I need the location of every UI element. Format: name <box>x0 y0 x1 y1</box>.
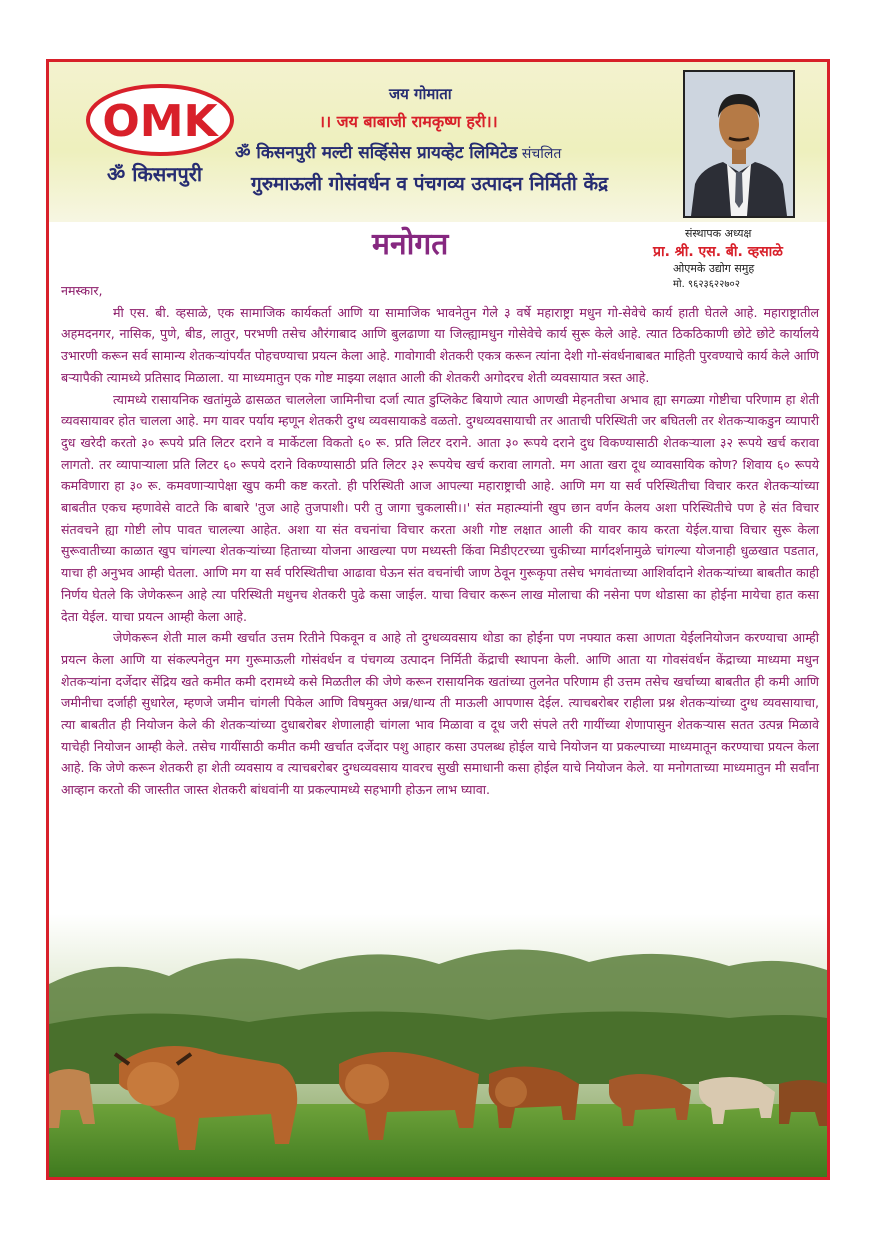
founder-designation: संस्थापक अध्यक्ष <box>685 227 752 240</box>
founder-org: ओएमके उद्योग समुह <box>673 262 755 275</box>
logo-place-name: ॐ किसनपुरी <box>107 162 203 186</box>
greeting: नमस्कार, <box>61 283 103 298</box>
founder-mobile: मो. ९६२३६२२७०२ <box>673 279 740 290</box>
person-portrait-icon <box>685 72 793 216</box>
paragraph-1: मी एस. बी. व्हसाळे, एक सामाजिक कार्यकर्ता आणि या सामाजिक भावनेतुन गेले ३ वर्षे महाराष्ट्रा मधुन गो-सेवेचे कार्य हाती घेतले आहे. महाराष्ट्रातील अहमदनगर, नासिक, पुणे, बीड, लातुर, परभणी तसेच औरंगाबाद आणि बुलढाणा या जिल्ह्यामधुन गोसेवेचे कार्य सुरू केले आहे. त्यात ठिकठिकाणी छोटे छोटे कार्यालये उभारणी करून सर्व सामान्य शेतकऱ्यांपर्यंत पोहचण्याचा प्रयत्न केला आहे. गावोगावी शेतकरी एकत्र करून त्यांना देशी गो-संवर्धनाबाबत माहिती पुरवण्याचे कार्य केले आणि बऱ्यापैकी त्यामध्ये प्रतिसाद मिळाला. या माध्यमातुन एक गोष्ट माझ्या लक्षात आली की शेतकरी अगोदरच शेती व्यवसायात त्रस्त आहे. <box>61 304 819 385</box>
page-title: मनोगत <box>372 227 449 262</box>
company-name: ॐ किसनपुरी मल्टी सर्व्हिसेस प्रायव्हेट लिमिटेड <box>235 143 518 163</box>
paragraph-2: त्यामध्ये रासायनिक खतांमुळे ढासळत चाललेला जामिनीचा दर्जा त्यात डुप्लिकेट बियाणे त्यात आणखी मेहनतीचा अभाव ह्या सगळ्या गोष्टीचा परिणाम हा शेती व्यवसायावर होत चालला आहे. मग यावर पर्याय म्हणून शेतकरी दुग्ध व्यवसायाकडे वळतो. दुग्धव्यवसायाची तर आताची परिस्थिती जर बघितली तर शेतकऱ्याकडुन व्यापारी दुध खरेदी करतो ३० रूपये प्रति लिटर दराने व मार्केटला विकतो ६० रू. प्रति लिटर दराने. आता ३० रूपये दराने दुध विकण्यासाठी शेतकऱ्याला ३२ रूपये खर्च करावा लागतो. तर व्यापाऱ्याला प्रति लिटर ६० रूपये दराने विकण्यासाठी प्रति लिटर ३२ रूपयेच खर्च करावा लागतो. मग आता खरा दूध व्यावसायिक कोण? शिवाय ६० रूपये कमविणारा हा ३० रू. कमवणाऱ्यापेक्षा खुप कमी कष्ट करतो. ही परिस्थिती आज आपल्या महाराष्ट्राची आहे. आणि मग या सर्व परिस्थितीचा विचार करत शेतकऱ्यांच्या बाबतीत एकच म्हणावेसे वाटते कि बाबारे 'तुज आहे तुजपाशी। परी तु जागा चुकलासी।।' संत महात्म्यांनी खुप छान वर्णन केलय अशा परिस्थितीचे पण हे संत विचार संतवचने ह्या गोष्टी लोप पावत चालल्या आहेत. अशा या संत वचनांचा विचार करता अशी गोष्ट लक्षात आली की यावर काय करता येईल.याचा विचार सुरू केला सुरूवातीच्या काळात खुप चांगल्या शेतकऱ्यांच्या हिताच्या योजना आखल्या पण मध्यस्ती किंवा मिडीएटरच्या चुकीच्या मार्गदर्शनामुळे चांगल्या योजनाही धुळखात पडतात, याचा ही अनुभव आम्ही घेतला. आणि मग या सर्व परिस्थितीचा आढावा घेऊन संत वचनांची जाण ठेवून गुरूकृपा तसेच भगवंताच्या आशिर्वादाने शेतकऱ्यांच्या बाबतीत काही निर्णय घेतले कि जेणेकरून आहे त्या परिस्थिती मधुनच शेतकरी पुढे कसा जाईल. याचा विचार करून लाख मोलाचा की नसेना पण थोडासा का होईना मायेचा हात कसा देता येईल. याचा प्रयत्न आम्ही केला आहे. <box>61 391 819 624</box>
header-line-1: जय गोमाता <box>389 85 452 103</box>
founder-photo <box>683 70 795 218</box>
body-text <box>61 280 819 801</box>
header-line-4: गुरुमाऊली गोसंवर्धन व पंचगव्य उत्पादन निर्मिती केंद्र <box>251 173 609 195</box>
header-band <box>49 62 827 222</box>
page-frame <box>46 59 830 1180</box>
company-suffix: संचलित <box>517 146 562 162</box>
cattle-photo <box>49 914 827 1177</box>
paragraph-3: जेणेकरून शेती माल कमी खर्चात उत्तम रितीने पिकवून व आहे तो दुग्धव्यवसाय थोडा का होईना पण नफ्यात कसा आणता येईलनियोजन करण्याचा आम्ही प्रयत्न केला आणि या संकल्पनेतुन मग गुरूमाऊली गोसंवर्धन व पंचगव्य उत्पादन निर्मिती केंद्राची स्थापना केली. आणि आता या गोवसंवर्धन केंद्राच्या माध्यमा मधुन शेतकऱ्यांना दर्जेदार सेंद्रिय खते कमीत कमी दरामध्ये कसे मिळतील की जेणे करून रासायनिक खतांच्या तुलनेत परिणाम ही उत्तम तसेच खर्चाच्या बाबतीत ही कमी आणि जमीनीचा दर्जाही सुधारेल, म्हणजे जमीन चांगली पिकेल आणि विषमुक्त अन्न/धान्य ती माऊली आपणास देईल. त्याचबरोबर राहीला प्रश्न शेतकऱ्यांच्या दुग्ध व्यवसायाचा, त्या बाबतीत ही नियोजन केले की शेतकऱ्यांच्या दुधाबरोबर शेणालाही चांगला भाव मिळावा व दूध जरी संपले तरी गायींच्या शेणापासुन शेतकऱ्यास सतत उत्पन्न मिळावे याचेही नियोजन आम्ही केले. तसेच गायींसाठी कमीत कमी खर्चात दर्जेदार पशु आहार कसा उपलब्ध होईल याचे नियोजन या प्रकल्पाच्या माध्यमातून करण्याचा प्रयत्न केला आहे. कि जेणे करून शेतकरी हा शेती व्यवसाय व त्याचबरोबर दुग्धव्यवसाय यावरच सुखी समाधानी कसा होईल याचे नियोजन केले. या मनोगताच्या माध्यमातुन मी सर्वांना आव्हान करतो की जास्तीत जास्त शेतकरी बांधवांनी या प्रकल्पामध्ये सहभागी होऊन लाभ घ्यावा. <box>61 630 819 798</box>
header-line-3 <box>235 140 561 163</box>
logo-text: OMK <box>102 96 218 147</box>
header-line-2: ।। जय बाबाजी रामकृष्ण हरी।। <box>319 112 498 131</box>
omk-logo <box>85 84 235 156</box>
founder-name: प्रा. श्री. एस. बी. व्हसाळे <box>653 244 783 260</box>
